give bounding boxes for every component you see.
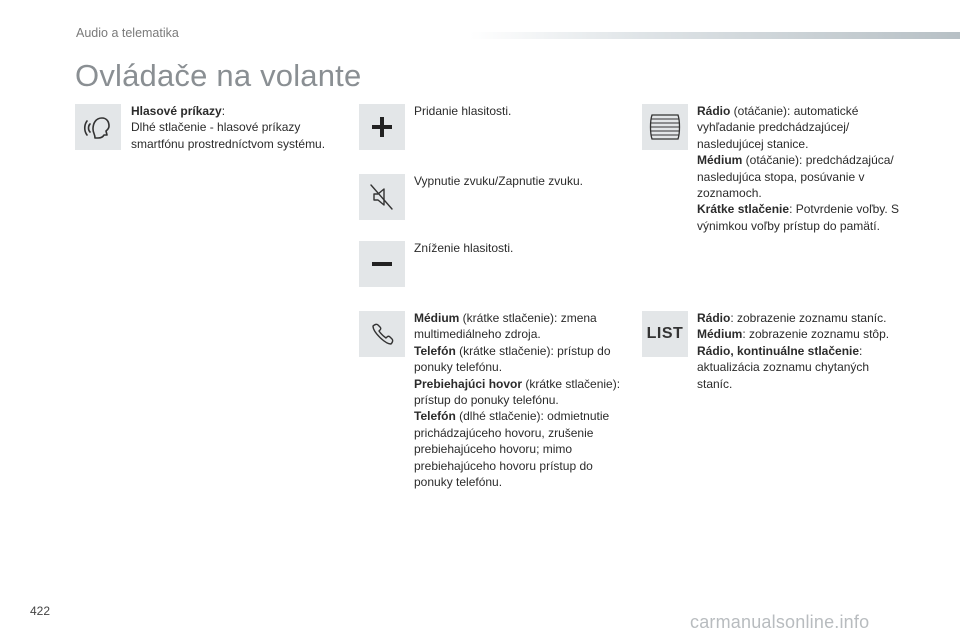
thumbwheel-medium-label: Médium: [697, 153, 743, 168]
phone-long-press-text: (dlhé stlačenie): odmietnutie prichádzajúceho hovoru, zrušenie prebiehajúceho hovoru; mimo prebiehajúceho hovoru prístup do ponuky telefónu.: [414, 409, 610, 490]
mute-button[interactable]: [359, 174, 405, 220]
voice-command-button[interactable]: [75, 104, 121, 150]
volume-down-description: Zníženie hlasitosti.: [414, 241, 514, 255]
list-medium-label: Médium: [697, 327, 743, 342]
volume-up-button[interactable]: [359, 104, 405, 150]
list-button-label: LIST: [646, 325, 684, 342]
phone-long-press-label: Telefón: [414, 409, 456, 424]
list-description: [697, 310, 907, 392]
watermark: carmanualsonline.info: [690, 612, 870, 632]
voice-command-icon: [81, 110, 115, 144]
phone-medium-text: (krátke stlačenie): zmena multimediálneho zdroja.: [414, 311, 597, 342]
volume-up-description: Pridanie hlasitosti.: [414, 104, 512, 118]
thumbwheel-icon: [648, 112, 682, 142]
list-button[interactable]: [642, 311, 688, 357]
voice-command-title: Hlasové príkazy: [131, 104, 222, 118]
phone-medium-label: Médium: [414, 311, 460, 325]
header-bar: [470, 32, 960, 39]
page-number: 422: [30, 604, 51, 618]
list-continuous-label: Rádio, kontinuálne stlačenie: [697, 343, 860, 358]
thumbwheel-short-press-text: : Potvrdenie voľby. S výnimkou voľby prístup do pamätí.: [697, 202, 900, 233]
phone-handset-icon: [367, 319, 397, 349]
volume-down-button[interactable]: [359, 241, 405, 287]
page-title: Ovládače na volante: [75, 58, 362, 93]
thumbwheel-button[interactable]: [642, 104, 688, 150]
voice-command-description: [131, 103, 341, 152]
minus-icon: [370, 252, 394, 276]
mute-description: Vypnutie zvuku/Zapnutie zvuku.: [414, 174, 583, 188]
list-continuous-text: : aktualizácia zoznamu chytaných staníc.: [697, 343, 870, 391]
list-medium-text: : zobrazenie zoznamu stôp.: [742, 327, 890, 342]
thumbwheel-short-press-label: Krátke stlačenie: [697, 202, 790, 217]
list-radio-label: Rádio: [697, 311, 731, 325]
thumbwheel-radio-text: (otáčanie): automatické vyhľadanie predchádzajúcej/ nasledujúcej stanice.: [697, 104, 859, 151]
header-section-label: Audio a telematika: [76, 26, 179, 40]
phone-call-label: Prebiehajúci hovor: [414, 376, 523, 391]
plus-icon: [370, 115, 394, 139]
phone-button[interactable]: [359, 311, 405, 357]
phone-telefon-text: (krátke stlačenie): prístup do ponuky telefónu.: [414, 343, 611, 375]
voice-command-text: Dlhé stlačenie - hlasové príkazy smartfónu prostredníctvom systému.: [131, 120, 326, 151]
phone-telefon-label: Telefón: [414, 343, 456, 358]
phone-call-text: (krátke stlačenie): prístup do ponuky telefónu.: [414, 376, 621, 408]
list-radio-text: : zobrazenie zoznamu staníc.: [730, 311, 887, 325]
voice-command-title-suffix: :: [221, 104, 226, 118]
mute-icon: [367, 182, 397, 212]
thumbwheel-radio-label: Rádio: [697, 104, 731, 118]
phone-description: [414, 310, 624, 490]
thumbwheel-medium-text: (otáčanie): predchádzajúca/ nasledujúca stopa, posúvanie v zoznamoch.: [697, 153, 894, 201]
thumbwheel-description: [697, 103, 907, 234]
